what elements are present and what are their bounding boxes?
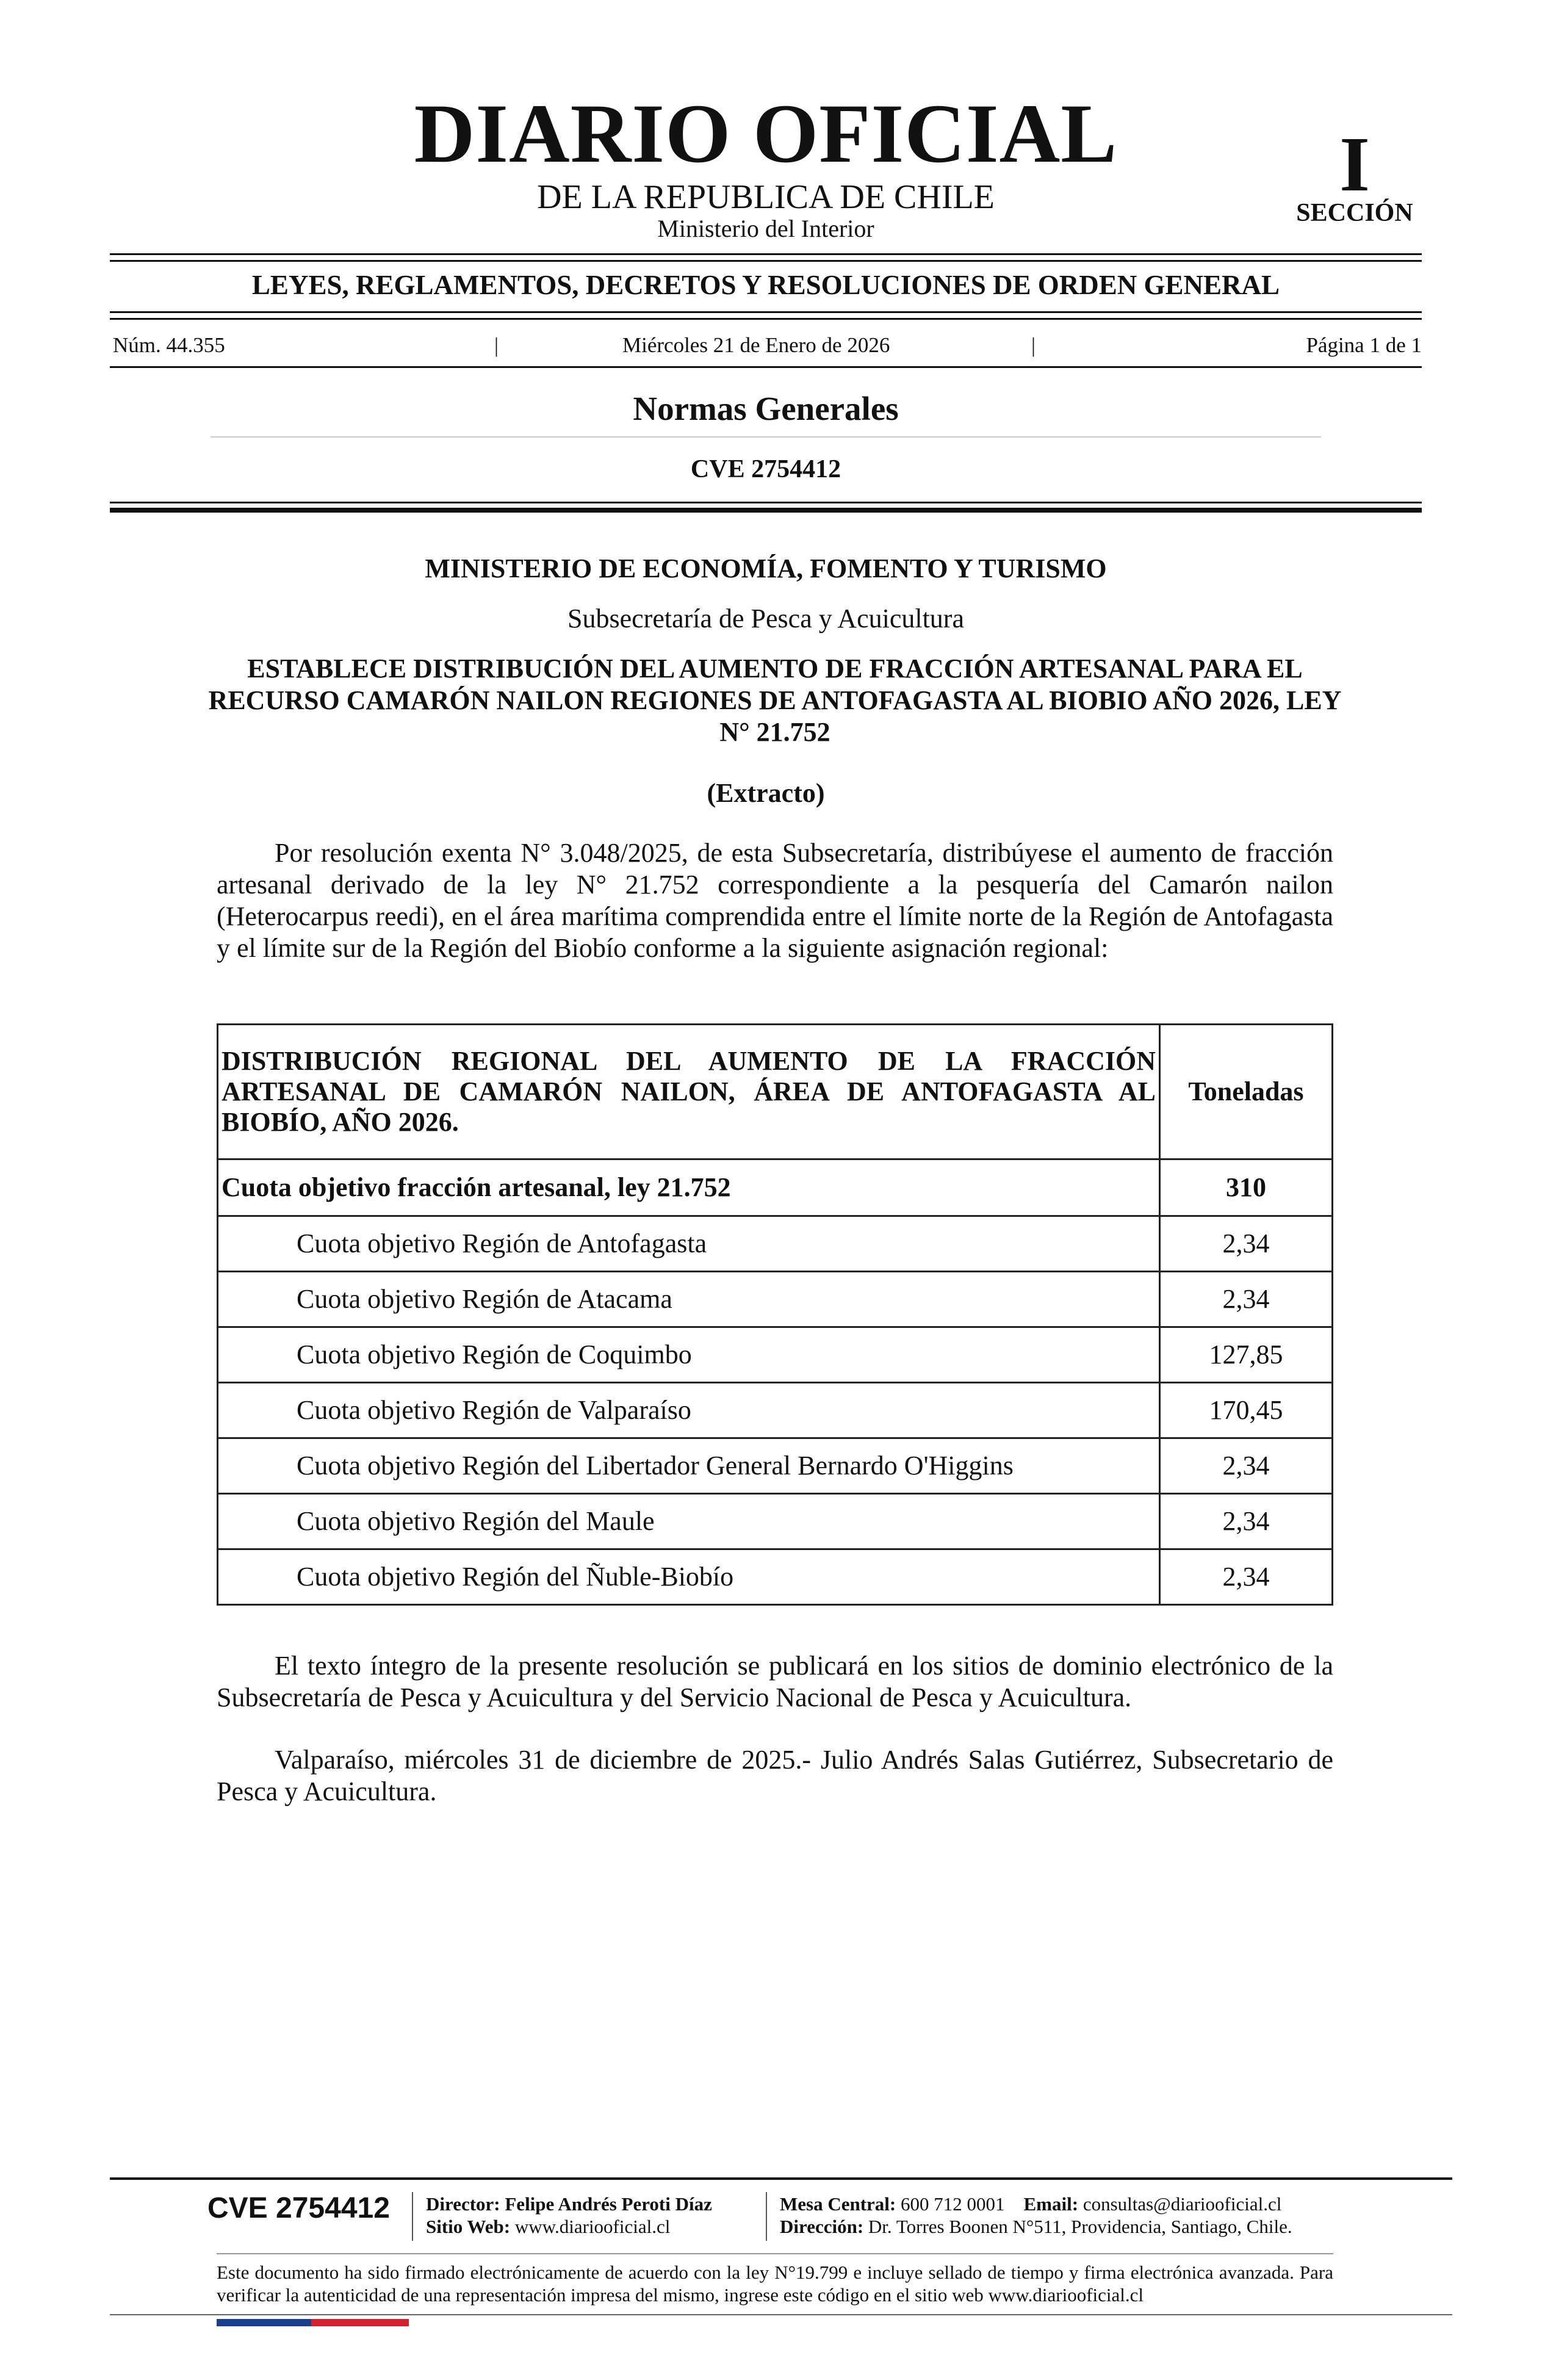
divider	[110, 311, 1422, 313]
table-header-row	[218, 1025, 1333, 1159]
row-value: 2,34	[1160, 1216, 1333, 1272]
row-label: Cuota objetivo Región de Coquimbo	[218, 1327, 1160, 1383]
cve-code: CVE 2754412	[690, 455, 841, 483]
footer-legal-note: Este documento ha sido firmado electrónicamente de acuerdo con la ley N°19.799 e incluye sellado de tiempo y firma electrónica avanzada. Para verificar la autenticidad de una representación impresa del mismo, ingrese este código en el sitio web www.diariooficial.cl	[217, 2262, 1333, 2306]
footer-divider	[110, 2177, 1452, 2180]
masthead-title: DIARIO OFICIAL	[414, 87, 1118, 180]
email-label: Email:	[1023, 2193, 1079, 2215]
section-label: SECCIÓN	[1296, 199, 1413, 227]
flag-stripe-red	[311, 2319, 409, 2326]
category-heading: LEYES, REGLAMENTOS, DECRETOS Y RESOLUCIONES DE ORDEN GENERAL	[251, 270, 1280, 300]
footer-divider	[217, 2253, 1333, 2254]
table-row	[218, 1549, 1333, 1605]
row-value: 170,45	[1160, 1383, 1333, 1438]
divider	[110, 260, 1422, 262]
document-heading: ESTABLECE DISTRIBUCIÓN DEL AUMENTO DE FRACCIÓN ARTESANAL PARA EL RECURSO CAMARÓN NAILON REGIONES DE ANTOFAGASTA AL BIOBIO AÑO 2026, LEY N° 21.752	[208, 654, 1342, 747]
divider	[110, 502, 1422, 503]
divider	[110, 366, 1422, 368]
director-name: Felipe Andrés Peroti Díaz	[505, 2193, 712, 2215]
row-label: Cuota objetivo Región de Valparaíso	[218, 1383, 1160, 1438]
footer-contact-block	[780, 2193, 1292, 2238]
issue-separator: |	[1031, 333, 1036, 357]
footer-director-block	[426, 2193, 712, 2238]
site-label: Sitio Web:	[426, 2216, 511, 2237]
row-value: 2,34	[1160, 1272, 1333, 1327]
divider	[110, 253, 1422, 255]
section-number: I	[1339, 121, 1370, 207]
extract-label: (Extracto)	[707, 778, 825, 808]
table-header-label: DISTRIBUCIÓN REGIONAL DEL AUMENTO DE LA FRACCIÓN ARTESANAL DE CAMARÓN NAILON, ÁREA DE ANTOFAGASTA AL BIOBÍO, AÑO 2026.	[218, 1025, 1160, 1159]
body-paragraph: El texto íntegro de la presente resolución se publicará en los sitios de dominio electrónico de la Subsecretaría de Pesca y Acuicultura y del Servicio Nacional de Pesca y Acuicultura.	[217, 1651, 1333, 1712]
row-value: 2,34	[1160, 1494, 1333, 1549]
flag-stripe-blue	[217, 2319, 311, 2326]
section-title: Normas Generales	[633, 390, 899, 427]
mesa-label: Mesa Central:	[780, 2193, 896, 2215]
total-value: 310	[1160, 1159, 1333, 1216]
body-paragraph: Por resolución exenta N° 3.048/2025, de esta Subsecretaría, distribúyese el aumento de fracción artesanal derivado de la ley N° 21.752 correspondiente a la pesquería del Camarón nailon (Heterocarpus reedi), en el área marítima comprendida entre el límite norte de la Región de Antofagasta y el límite sur de la Región del Biobío conforme a la siguiente asignación regional:	[217, 838, 1333, 963]
site-link[interactable]: www.diariooficial.cl	[514, 2216, 671, 2237]
divider	[110, 318, 1422, 320]
footer-separator	[412, 2192, 413, 2241]
signature-paragraph: Valparaíso, miércoles 31 de diciembre de 2025.- Julio Andrés Salas Gutiérrez, Subsecretario de Pesca y Acuicultura.	[217, 1745, 1333, 1806]
row-value: 2,34	[1160, 1549, 1333, 1605]
footer-separator	[766, 2192, 767, 2241]
director-label: Director:	[426, 2193, 500, 2215]
table-row	[218, 1438, 1333, 1494]
footer-cve: CVE 2754412	[207, 2192, 390, 2224]
total-label: Cuota objetivo fracción artesanal, ley 21.752	[218, 1159, 1160, 1216]
divider	[211, 436, 1321, 438]
table-row	[218, 1327, 1333, 1383]
row-value: 127,85	[1160, 1327, 1333, 1383]
table-total-row	[218, 1159, 1333, 1216]
email-link[interactable]: consultas@diariooficial.cl	[1082, 2193, 1282, 2215]
address-label: Dirección:	[780, 2216, 864, 2237]
row-value: 2,34	[1160, 1438, 1333, 1494]
issue-date: Miércoles 21 de Enero de 2026	[622, 333, 890, 357]
table-row	[218, 1494, 1333, 1549]
row-label: Cuota objetivo Región de Antofagasta	[218, 1216, 1160, 1272]
row-label: Cuota objetivo Región del Maule	[218, 1494, 1160, 1549]
issue-number: Núm. 44.355	[113, 333, 225, 357]
footer-divider	[110, 2314, 1452, 2315]
mesa-value: 600 712 0001	[901, 2193, 1005, 2215]
subsecretariat: Subsecretaría de Pesca y Acuicultura	[567, 604, 964, 633]
masthead-ministry: Ministerio del Interior	[657, 215, 874, 242]
row-label: Cuota objetivo Región del Libertador General Bernardo O'Higgins	[218, 1438, 1160, 1494]
issue-separator: |	[494, 333, 499, 357]
divider	[110, 508, 1422, 513]
row-label: Cuota objetivo Región del Ñuble-Biobío	[218, 1549, 1160, 1605]
issue-page: Página 1 de 1	[1306, 333, 1422, 357]
table-row	[218, 1272, 1333, 1327]
distribution-table	[217, 1023, 1333, 1606]
table-header-unit: Toneladas	[1160, 1025, 1333, 1159]
masthead-subtitle: DE LA REPUBLICA DE CHILE	[537, 178, 995, 216]
table-row	[218, 1383, 1333, 1438]
row-label: Cuota objetivo Región de Atacama	[218, 1272, 1160, 1327]
ministry-heading: MINISTERIO DE ECONOMÍA, FOMENTO Y TURISMO	[425, 554, 1107, 583]
table-row	[218, 1216, 1333, 1272]
address-value: Dr. Torres Boonen N°511, Providencia, Santiago, Chile.	[868, 2216, 1292, 2237]
